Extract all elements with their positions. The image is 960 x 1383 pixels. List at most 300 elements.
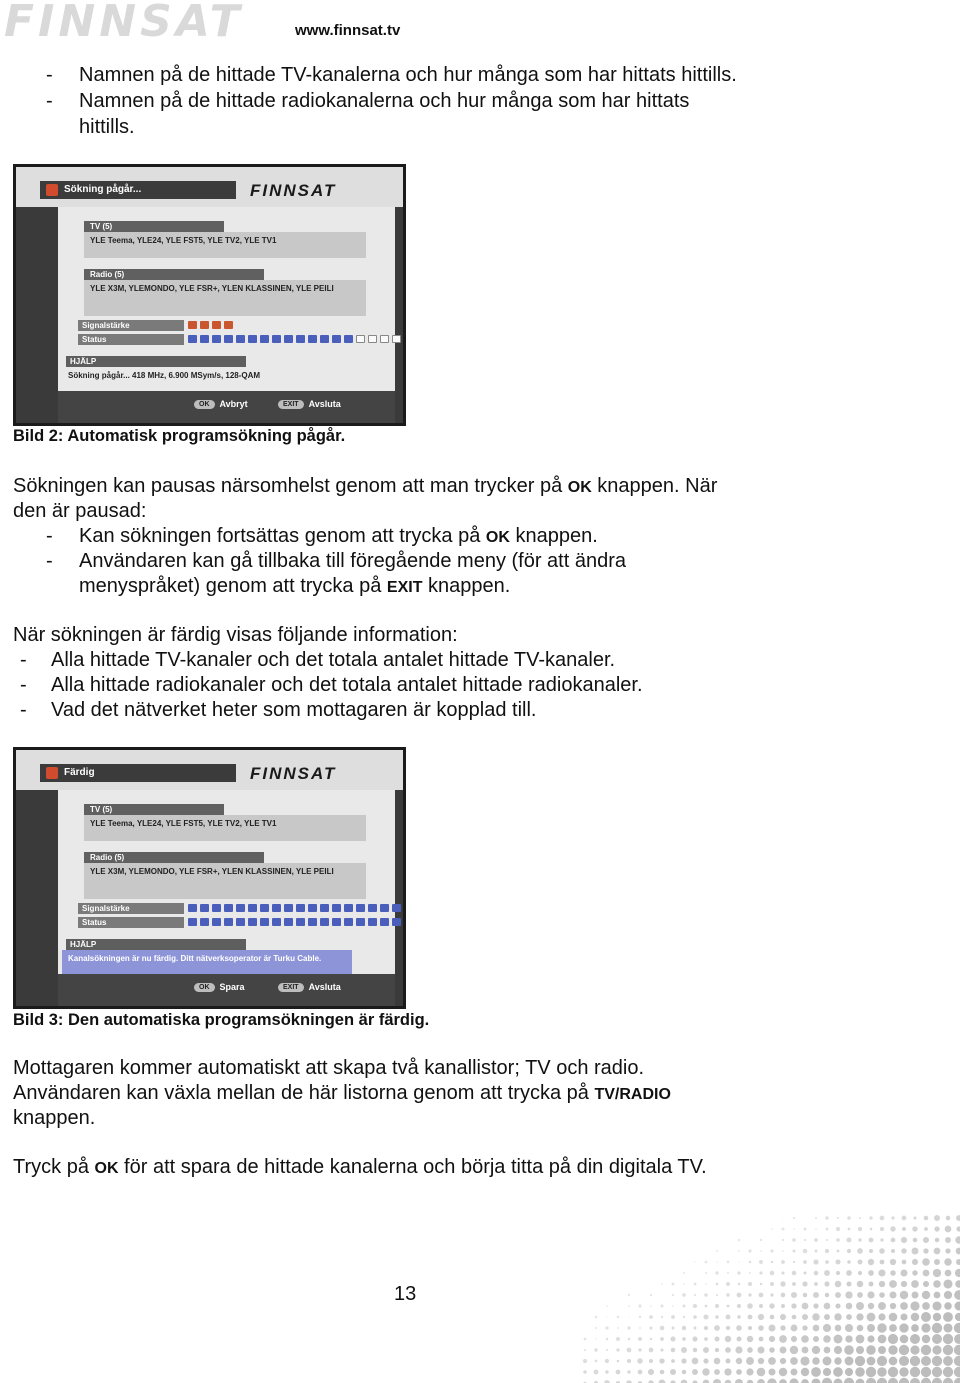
decorative-dot: [912, 1248, 919, 1255]
meter-segment: [296, 904, 305, 912]
decorative-dot: [835, 1281, 842, 1288]
decorative-dot: [847, 1238, 852, 1243]
decorative-dot: [671, 1359, 675, 1363]
decorative-dot: [759, 1337, 764, 1342]
intro-bullet-2: Namnen på de hittade radiokanalerna och hur många som har hittats: [79, 90, 690, 112]
decorative-dot: [869, 1216, 872, 1219]
decorative-dot: [844, 1345, 854, 1355]
decorative-dot: [683, 1316, 685, 1318]
decorative-dot: [780, 1281, 785, 1286]
decorative-dot: [793, 1261, 795, 1263]
meter-segment: [272, 918, 281, 926]
decorative-dot: [737, 1337, 742, 1342]
decorative-dot: [888, 1367, 898, 1377]
radio-list-header: Radio (5): [84, 269, 264, 280]
signal-label: Signalstärke: [78, 903, 184, 914]
meter-segment: [404, 918, 406, 926]
decorative-dot: [891, 1216, 894, 1219]
pause-bullet-1: Kan sökningen fortsättas genom att trycka på OK knappen.: [79, 525, 598, 547]
decorative-dot: [934, 1259, 940, 1265]
decorative-dot: [932, 1345, 941, 1354]
decorative-dot: [836, 1271, 840, 1275]
meter-segment: [368, 904, 377, 912]
decorative-dot: [793, 1228, 794, 1229]
decorative-dot: [760, 1283, 762, 1285]
decorative-dot: [921, 1345, 931, 1355]
decorative-dot: [857, 1281, 863, 1287]
exit-button[interactable]: EXIT Avsluta: [278, 399, 341, 409]
decorative-dot: [771, 1261, 773, 1263]
decorative-dot: [659, 1380, 666, 1383]
meter-segment: [188, 335, 197, 343]
decorative-dot: [922, 1335, 930, 1343]
decorative-dot: [683, 1283, 684, 1284]
decorative-dot: [825, 1249, 829, 1253]
decorative-dot: [650, 1294, 652, 1296]
decorative-dot: [791, 1303, 796, 1308]
decorative-dot: [835, 1259, 840, 1264]
decorative-dot: [782, 1239, 784, 1241]
decorative-dot: [682, 1326, 686, 1330]
decorative-dot: [858, 1271, 862, 1275]
decorative-dot: [749, 1272, 751, 1274]
decorative-dot: [662, 1295, 663, 1296]
decorative-dot: [683, 1305, 686, 1308]
decorative-dot: [856, 1346, 864, 1354]
decorative-dot: [954, 1378, 960, 1383]
decorative-dot: [694, 1294, 696, 1296]
meter-segment: [224, 918, 233, 926]
decorative-dot: [759, 1260, 763, 1264]
decorative-dot: [791, 1336, 797, 1342]
decorative-dot: [845, 1357, 854, 1366]
decorative-dot: [824, 1303, 831, 1310]
meter-segment: [380, 904, 389, 912]
decorative-dot: [748, 1282, 752, 1286]
decorative-dot: [954, 1334, 960, 1344]
decorative-dot: [660, 1326, 665, 1331]
decorative-dot: [747, 1347, 753, 1353]
tv-list-header: TV (5): [84, 221, 224, 232]
decorative-dot: [682, 1337, 686, 1341]
decorative-dot: [673, 1273, 674, 1274]
meter-segment: [404, 335, 406, 343]
meter-segment: [224, 335, 233, 343]
decorative-dot: [605, 1326, 608, 1329]
meter-segment: [212, 904, 221, 912]
decorative-dot: [866, 1345, 876, 1355]
decorative-dot: [716, 1261, 717, 1262]
decorative-dot: [902, 1216, 907, 1221]
meter-segment: [284, 918, 293, 926]
decorative-dot: [867, 1324, 875, 1332]
decorative-dot: [792, 1249, 795, 1252]
decorative-dot: [748, 1249, 751, 1252]
decorative-dot: [891, 1238, 896, 1243]
decorative-dot: [825, 1216, 829, 1220]
meter-segment: [320, 904, 329, 912]
decorative-dot: [845, 1324, 853, 1332]
decorative-dot: [692, 1369, 698, 1375]
decorative-dot: [955, 1302, 960, 1311]
decorative-dot: [912, 1270, 917, 1275]
decorative-dot: [944, 1258, 951, 1265]
decorative-dot: [714, 1358, 721, 1365]
decorative-dot: [727, 1305, 730, 1308]
decorative-dot: [704, 1293, 708, 1297]
decorative-dot: [716, 1294, 718, 1296]
decorative-dot: [769, 1347, 775, 1353]
decorative-dot: [737, 1293, 742, 1298]
decorative-dot: [899, 1367, 908, 1376]
decorative-dot: [758, 1314, 764, 1320]
decorative-dot: [716, 1283, 719, 1286]
screen-title: Sökning pågår...: [40, 181, 236, 199]
decorative-dot: [943, 1323, 952, 1332]
meter-segment: [308, 904, 317, 912]
decorative-dot: [692, 1358, 699, 1365]
decorative-dot: [868, 1303, 874, 1309]
finnsat-logo: FINNSAT: [4, 0, 244, 47]
decorative-dot: [889, 1324, 897, 1332]
decorative-dot: [671, 1348, 676, 1353]
decorative-dot: [779, 1335, 787, 1343]
decorative-dot: [888, 1378, 898, 1383]
decorative-dot: [954, 1356, 960, 1366]
decorative-dot: [845, 1368, 853, 1376]
decorative-dot: [737, 1315, 740, 1318]
meter-segment: [248, 335, 257, 343]
decorative-dot: [826, 1228, 829, 1231]
decorative-dot: [932, 1323, 942, 1333]
decorative-dot: [792, 1238, 796, 1242]
decorative-dot: [670, 1336, 675, 1341]
meter-segment: [200, 335, 209, 343]
decorative-dot: [629, 1317, 630, 1318]
save-button[interactable]: OK Spara: [194, 982, 245, 992]
decorative-dot: [870, 1228, 873, 1231]
decorative-dot: [670, 1369, 676, 1375]
decorative-dot: [867, 1313, 876, 1322]
bullet-dash: -: [20, 699, 27, 721]
meter-segment: [356, 904, 365, 912]
decorative-dot: [682, 1293, 686, 1297]
decorative-dot: [846, 1314, 852, 1320]
decorative-dot: [932, 1378, 942, 1383]
decorative-dot: [955, 1313, 960, 1321]
intro-bullet-1: Namnen på de hittade TV-kanalerna och hur många som har hittats hittills.: [79, 64, 737, 86]
decorative-dot: [804, 1239, 806, 1241]
decorative-dot: [790, 1346, 798, 1354]
decorative-dot: [703, 1358, 708, 1363]
decorative-dot: [738, 1250, 740, 1252]
decorative-dot: [660, 1370, 665, 1375]
decorative-dot: [780, 1314, 786, 1320]
decorative-dot: [759, 1293, 764, 1298]
meter-segment: [308, 918, 317, 926]
website-url: www.finnsat.tv: [295, 22, 401, 39]
decorative-dot: [703, 1347, 709, 1353]
decorative-dot: [856, 1379, 865, 1383]
decorative-dot: [770, 1282, 774, 1286]
decorative-dot: [757, 1346, 764, 1353]
meter-segment: [212, 335, 221, 343]
tv-radio-key-label: TV/RADIO: [594, 1086, 671, 1103]
decorative-dot: [943, 1312, 953, 1322]
decorative-dot: [705, 1261, 708, 1264]
decorative-dot: [912, 1292, 919, 1299]
decorative-dot: [825, 1260, 829, 1264]
decorative-dot: [944, 1302, 952, 1310]
decorative-dot: [748, 1293, 751, 1296]
decorative-dot: [879, 1292, 885, 1298]
decorative-dot: [682, 1370, 687, 1375]
decorative-dot: [628, 1305, 630, 1307]
decorative-dot: [888, 1334, 898, 1344]
decorative-dot: [583, 1370, 587, 1374]
decorative-dot: [813, 1292, 819, 1298]
decorative-dot: [672, 1283, 675, 1286]
decorative-dot: [855, 1356, 865, 1366]
paragraph-lists-cont-2: knappen.: [13, 1107, 96, 1129]
decorative-dot: [826, 1239, 828, 1241]
meter-segment: [236, 904, 245, 912]
meter-segment: [320, 335, 329, 343]
decorative-dot: [866, 1378, 876, 1383]
decorative-dot: [727, 1261, 730, 1264]
ok-key-icon: OK: [194, 983, 215, 992]
decorative-dot: [661, 1316, 663, 1318]
decorative-dot: [834, 1346, 842, 1354]
decorative-dot: [922, 1302, 930, 1310]
decorative-dot: [910, 1378, 920, 1383]
meter-segment: [404, 904, 406, 912]
decorative-dot: [910, 1345, 919, 1354]
decorative-dot: [824, 1314, 830, 1320]
decorative-dot: [847, 1216, 850, 1219]
meter-segment: [200, 321, 209, 329]
decorative-dot: [727, 1272, 729, 1274]
decorative-dot: [922, 1258, 930, 1266]
decorative-dot: [650, 1305, 652, 1307]
exit-key-icon: EXIT: [278, 400, 304, 409]
decorative-dot: [814, 1271, 818, 1275]
decorative-dot: [747, 1336, 753, 1342]
tv-channel-list: YLE Teema, YLE24, YLE FST5, YLE TV2, YLE TV1: [84, 232, 366, 258]
decorative-dot: [923, 1270, 930, 1277]
decorative-dot: [758, 1358, 764, 1364]
decorative-dot: [946, 1216, 950, 1220]
decorative-dot: [857, 1292, 863, 1298]
decorative-dot: [900, 1291, 909, 1300]
meter-segment: [344, 918, 353, 926]
decorative-dot: [921, 1378, 931, 1383]
decorative-dot: [725, 1347, 731, 1353]
decorative-dot: [771, 1228, 773, 1230]
status-meter: [188, 335, 406, 345]
decorative-dot: [934, 1292, 941, 1299]
decorative-dot: [837, 1250, 840, 1253]
decorative-dot: [877, 1356, 887, 1366]
meter-segment: [380, 918, 389, 926]
decorative-dot: [715, 1348, 719, 1352]
decorative-dot: [746, 1368, 753, 1375]
decorative-dot: [878, 1269, 885, 1276]
decorative-dot: [846, 1270, 852, 1276]
decorative-dot: [880, 1260, 885, 1265]
bullet-dash: -: [46, 90, 53, 112]
meter-segment: [224, 321, 233, 329]
exit-key-icon: EXIT: [278, 983, 304, 992]
figure-caption-1: Bild 2: Automatisk programsökning pågår.: [13, 427, 346, 445]
decorative-dot: [890, 1270, 896, 1276]
decorative-dot: [944, 1291, 952, 1299]
finished-bullet-2: Alla hittade radiokanaler och det totala antalet hittade radiokanaler.: [51, 674, 643, 696]
status-meter: [188, 918, 406, 928]
decorative-dot: [956, 1259, 960, 1265]
meter-segment: [260, 918, 269, 926]
decorative-dot: [649, 1348, 654, 1353]
decorative-dot: [781, 1293, 786, 1298]
page-number: 13: [394, 1283, 417, 1305]
decorative-dot: [924, 1227, 928, 1231]
decorative-dot: [781, 1227, 784, 1230]
decorative-dot-pattern: [580, 1213, 960, 1383]
decorative-dot: [802, 1325, 807, 1330]
decorative-dot: [845, 1291, 852, 1298]
decorative-dot: [834, 1313, 841, 1320]
meter-segment: [260, 335, 269, 343]
decorative-dot: [694, 1283, 697, 1286]
decorative-dot: [584, 1349, 586, 1351]
meter-segment: [332, 904, 341, 912]
exit-button[interactable]: EXIT Avsluta: [278, 982, 341, 992]
decorative-dot: [910, 1367, 920, 1377]
decorative-dot: [943, 1279, 952, 1288]
decorative-dot: [933, 1269, 941, 1277]
decorative-dot: [637, 1358, 642, 1363]
decorative-dot: [704, 1337, 708, 1341]
decorative-dot: [594, 1370, 599, 1375]
decorative-dot: [705, 1305, 708, 1308]
decorative-dot: [801, 1379, 809, 1383]
decorative-dot: [628, 1294, 630, 1296]
decorative-dot: [660, 1304, 663, 1307]
decorative-dot: [638, 1370, 643, 1375]
decorative-dot: [606, 1349, 608, 1351]
decorative-dot: [760, 1250, 762, 1252]
bullet-dash: -: [46, 64, 53, 86]
decorative-dot: [932, 1334, 942, 1344]
decorative-dot: [769, 1303, 774, 1308]
decorative-dot: [659, 1358, 664, 1363]
decorative-dot: [901, 1281, 907, 1287]
decorative-dot: [803, 1293, 808, 1298]
meter-segment: [188, 904, 197, 912]
tv-list-header: TV (5): [84, 804, 224, 815]
decorative-dot: [911, 1280, 919, 1288]
decorative-dot: [681, 1358, 686, 1363]
screen-brand-logo: FINNSAT: [250, 181, 337, 200]
menu-icon: [46, 767, 58, 779]
decorative-dot: [595, 1360, 598, 1363]
decorative-dot: [672, 1294, 674, 1296]
meter-segment: [368, 918, 377, 926]
decorative-dot: [616, 1337, 620, 1341]
decorative-dot: [650, 1338, 652, 1340]
decorative-dot: [770, 1249, 773, 1252]
decorative-dot: [814, 1282, 818, 1286]
decorative-dot: [878, 1346, 886, 1354]
decorative-dot: [802, 1303, 809, 1310]
decorative-dot: [899, 1378, 909, 1383]
meter-segment: [188, 918, 197, 926]
decorative-dot: [901, 1237, 907, 1243]
decorative-dot: [857, 1248, 863, 1254]
decorative-dot: [757, 1368, 766, 1377]
decorative-dot: [834, 1379, 843, 1383]
meter-segment: [392, 918, 401, 926]
decorative-dot: [913, 1216, 916, 1219]
decorative-dot: [943, 1367, 953, 1377]
decorative-dot: [781, 1304, 785, 1308]
decorative-dot: [683, 1272, 685, 1274]
decorative-dot: [956, 1215, 960, 1221]
decorative-dot: [801, 1335, 809, 1343]
decorative-dot: [736, 1325, 742, 1331]
decorative-dot: [890, 1226, 895, 1231]
decorative-dot: [811, 1378, 820, 1383]
decorative-dot: [888, 1345, 897, 1354]
decorative-dot: [713, 1379, 721, 1383]
decorative-dot: [889, 1357, 898, 1366]
pause-bullet-2: Användaren kan gå tillbaka till föregående meny (för att ändra: [79, 550, 627, 572]
cancel-button[interactable]: OK Avbryt: [194, 399, 248, 409]
signal-label: Signalstärke: [78, 320, 184, 331]
decorative-dot: [759, 1271, 762, 1274]
decorative-dot: [714, 1336, 719, 1341]
decorative-dot: [879, 1248, 885, 1254]
decorative-dot: [693, 1304, 697, 1308]
screenshot-searching: [13, 164, 406, 426]
meter-segment: [272, 904, 281, 912]
decorative-dot: [791, 1325, 798, 1332]
decorative-dot: [813, 1259, 818, 1264]
decorative-dot: [681, 1347, 687, 1353]
decorative-dot: [738, 1283, 741, 1286]
decorative-dot: [724, 1368, 731, 1375]
decorative-dot: [912, 1226, 917, 1231]
decorative-dot: [899, 1356, 909, 1366]
decorative-dot: [890, 1303, 896, 1309]
decorative-dot: [649, 1315, 653, 1319]
decorative-dot: [880, 1238, 883, 1241]
decorative-dot: [780, 1347, 787, 1354]
decorative-dot: [836, 1227, 840, 1231]
decorative-dot: [716, 1250, 718, 1252]
decorative-dot: [681, 1380, 688, 1383]
decorative-dot: [693, 1348, 697, 1352]
decorative-dot: [747, 1303, 753, 1309]
decorative-dot: [889, 1313, 898, 1322]
decorative-dot: [900, 1335, 909, 1344]
decorative-dot: [869, 1238, 874, 1243]
decorative-dot: [877, 1323, 886, 1332]
decorative-dot: [800, 1356, 809, 1365]
decorative-dot: [792, 1315, 797, 1320]
decorative-dot: [792, 1271, 797, 1276]
decorative-dot: [725, 1358, 730, 1363]
